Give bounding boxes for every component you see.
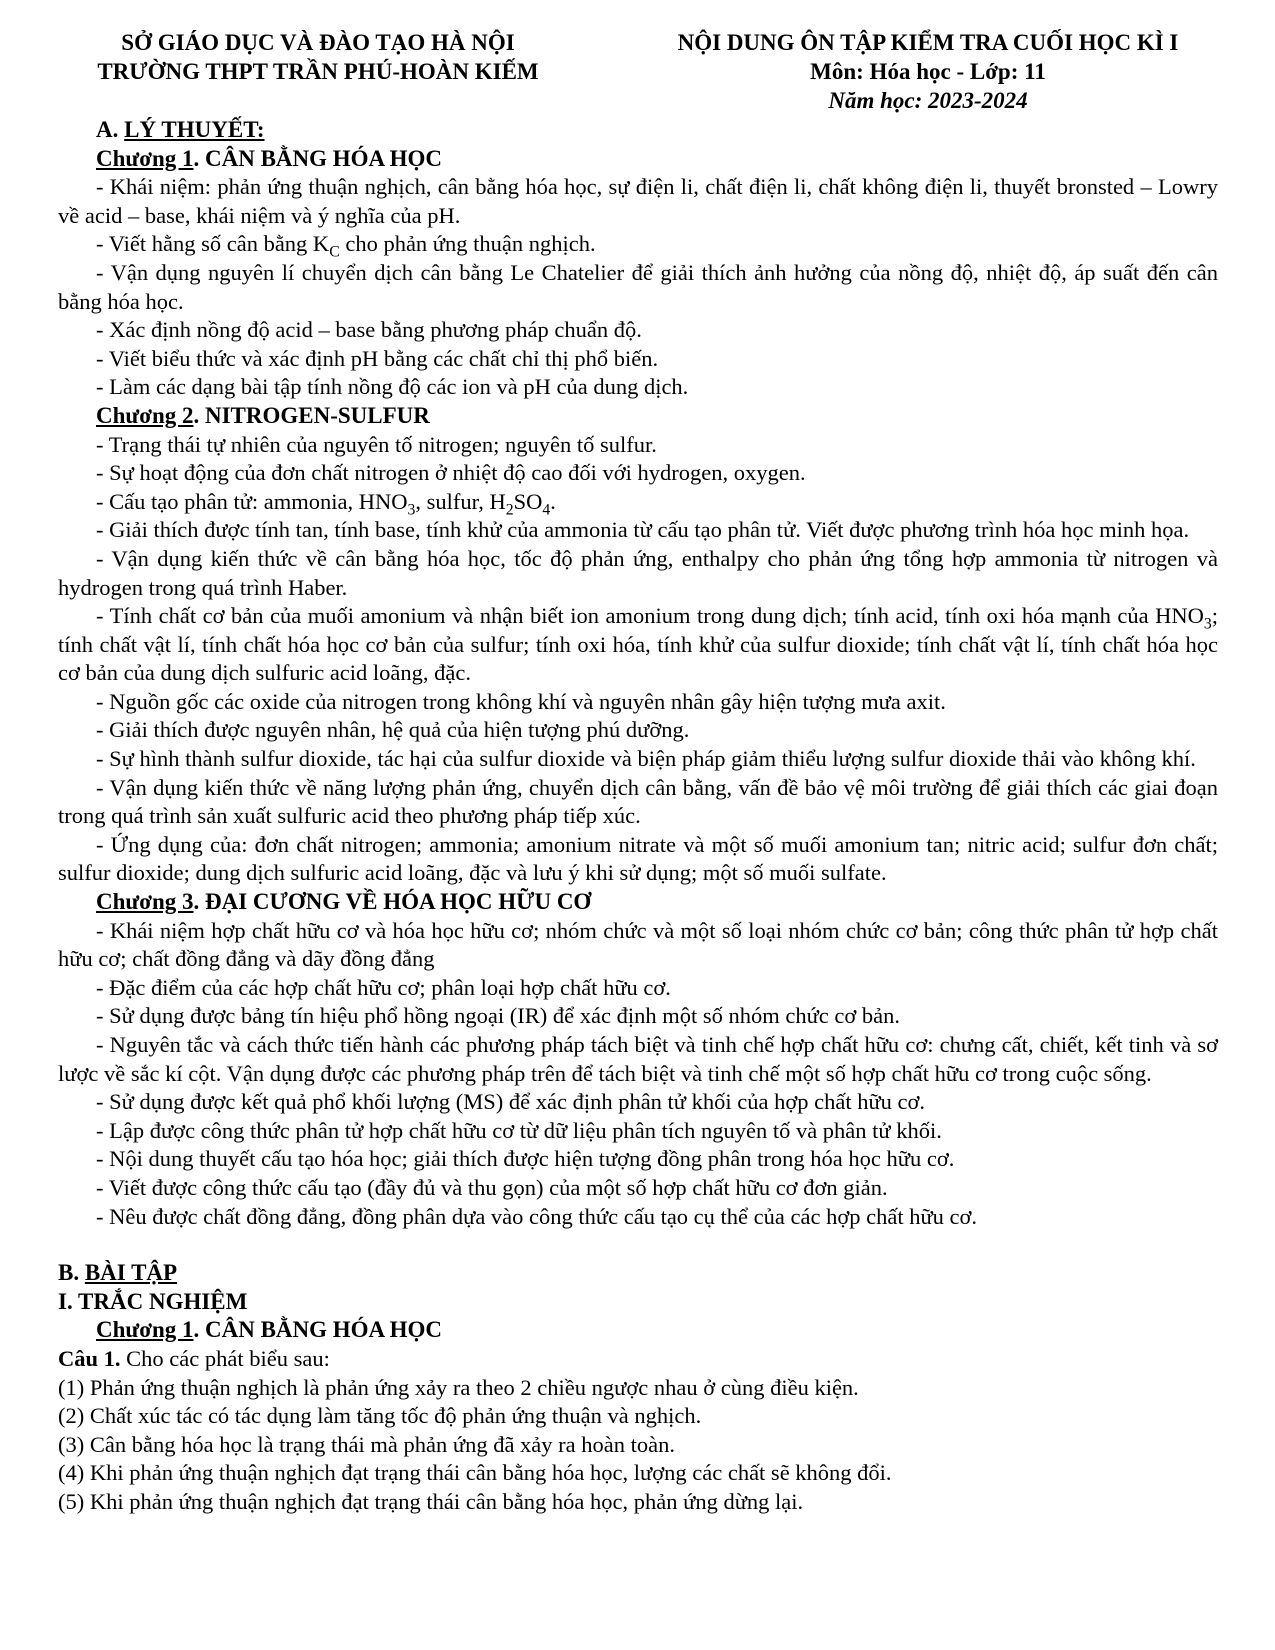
- structure-text: , sulfur, H: [415, 488, 506, 514]
- kc-subscript: C: [329, 243, 340, 261]
- list-item: - Vận dụng nguyên lí chuyển dịch cân bằng Le Chatelier để giải thích ảnh hưởng của nồng độ, nhiệt độ, áp suất đến cân bằng hóa học.: [58, 259, 1218, 314]
- list-item: [58, 488, 1218, 517]
- chapter-name: . ĐẠI CƯƠNG VỀ HÓA HỌC HỮU CƠ: [193, 889, 592, 915]
- chapter-label: Chương 2: [96, 402, 194, 428]
- list-item: - Xác định nồng độ acid – base bằng phương pháp chuẩn độ.: [96, 317, 642, 343]
- list-item: [58, 602, 1218, 688]
- section-b-title: BÀI TẬP: [84, 1260, 178, 1286]
- multiple-choice-heading: I. TRẮC NGHIỆM: [58, 1288, 248, 1314]
- statement: (4) Khi phản ứng thuận nghịch đạt trạng thái cân bằng hóa học, lượng các chất sẽ không đổi.: [58, 1460, 892, 1486]
- question-text: Cho các phát biểu sau:: [120, 1345, 330, 1371]
- spacer: [58, 1231, 1218, 1259]
- chapter-name: . NITROGEN-SULFUR: [193, 402, 430, 428]
- chapter-name: . CÂN BẰNG HÓA HỌC: [193, 145, 443, 171]
- list-item: - Khái niệm: phản ứng thuận nghịch, cân bằng hóa học, sự điện li, chất điện li, chất không điện li, thuyết bronsted – Lowry về acid – base, khái niệm và ý nghĩa của pH.: [58, 174, 1218, 228]
- chapter-label: Chương 1: [96, 1317, 194, 1343]
- school-year: Năm học: 2023-2024: [828, 88, 1028, 113]
- list-item: - Nguồn gốc các oxide của nitrogen trong không khí và nguyên nhân gây hiện tượng mưa axit.: [96, 688, 946, 714]
- list-item: - Sự hình thành sulfur dioxide, tác hại của sulfur dioxide và biện pháp giảm thiểu lượng sulfur dioxide thải vào không khí.: [96, 746, 1196, 772]
- section-b-prefix: B.: [58, 1260, 80, 1286]
- structure-text: SO: [513, 488, 543, 514]
- chapter-3-heading: [96, 888, 1218, 917]
- document-body: [58, 116, 1218, 1517]
- statement: (2) Chất xúc tác có tác dụng làm tăng tốc độ phản ứng thuận và nghịch.: [58, 1403, 702, 1429]
- list-item: - Sự hoạt động của đơn chất nitrogen ở nhiệt độ cao đối với hydrogen, oxygen.: [96, 460, 806, 486]
- list-item: - Nêu được chất đồng đẳng, đồng phân dựa vào công thức cấu tạo cụ thể của các hợp chất hữu cơ.: [96, 1203, 978, 1229]
- list-item: - Sử dụng được kết quả phổ khối lượng (MS) để xác định phân tử khối của hợp chất hữu cơ.: [96, 1089, 926, 1115]
- props-text: - Tính chất cơ bản của muối amonium và nhận biết ion amonium trong dung dịch; tính acid, tính oxi hóa mạnh của HNO: [96, 603, 1204, 629]
- chapter-2-heading: [96, 402, 1218, 431]
- kc-tail: cho phản ứng thuận nghịch.: [339, 231, 596, 257]
- list-item: - Nội dung thuyết cấu tạo hóa học; giải thích được hiện tượng đồng phân trong hóa học hữu cơ.: [96, 1146, 955, 1172]
- list-item: - Lập được công thức phân tử hợp chất hữu cơ từ dữ liệu phân tích nguyên tố và phân tử khối.: [96, 1117, 942, 1143]
- list-item: - Viết được công thức cấu tạo (đầy đủ và thu gọn) của một số hợp chất hữu cơ đơn giản.: [96, 1174, 888, 1200]
- list-item: - Giải thích được tính tan, tính base, tính khử của ammonia từ cấu tạo phân tử. Viết được phương trình hóa học minh họa.: [96, 517, 1190, 543]
- chapter-1-heading: [96, 145, 1218, 174]
- exam-title: NỘI DUNG ÔN TẬP KIỂM TRA CUỐI HỌC KÌ I: [677, 30, 1179, 55]
- question-1: [58, 1345, 1218, 1374]
- chapter-label: Chương 1: [96, 145, 194, 171]
- section-b-chapter-heading: [96, 1316, 1218, 1345]
- subscript: 4: [542, 501, 551, 519]
- props-text: ; tính chất vật lí, tính chất hóa học cơ bản của sulfur; tính oxi hóa, tính khử của sulfur dioxide; tính chất vật lí, tính chất hóa học cơ bản của dung dịch sulfuric acid loãng, đặc.: [58, 603, 1218, 686]
- section-b-heading: [58, 1259, 1218, 1288]
- subscript: 2: [505, 501, 514, 519]
- chapter-label: Chương 3: [96, 889, 194, 915]
- exam-info: [628, 28, 1228, 115]
- chapter-name: . CÂN BẰNG HÓA HỌC: [193, 1317, 443, 1343]
- subject-grade: Môn: Hóa học - Lớp: 11: [810, 59, 1046, 84]
- list-item: - Khái niệm hợp chất hữu cơ và hóa học hữu cơ; nhóm chức và một số loại nhóm chức cơ bản; công thức phân tử hợp chất hữu cơ; chất đồng đẳng và dãy đồng đẳng: [58, 917, 1218, 972]
- list-item: - Nguyên tắc và cách thức tiến hành các phương pháp tách biệt và tinh chế hợp chất hữu cơ: chưng cất, chiết, kết tinh và sơ lược về sắc kí cột. Vận dụng được các phương pháp trên để tách biệt và tinh chế một số hợp chất hữu cơ trong cuộc sống.: [58, 1032, 1218, 1086]
- statement: (5) Khi phản ứng thuận nghịch đạt trạng thái cân bằng hóa học, phản ứng dừng lại.: [58, 1488, 804, 1514]
- kc-text: - Viết hằng số cân bằng K: [96, 231, 330, 257]
- question-label: Câu 1.: [58, 1345, 121, 1371]
- structure-text: .: [550, 488, 556, 514]
- department-name: SỞ GIÁO DỤC VÀ ĐÀO TẠO HÀ NỘI: [121, 30, 515, 55]
- list-item: - Trạng thái tự nhiên của nguyên tố nitrogen; nguyên tố sulfur.: [96, 431, 657, 457]
- list-item: - Viết biểu thức và xác định pH bằng các chất chỉ thị phổ biến.: [96, 345, 659, 371]
- list-item: - Sử dụng được bảng tín hiệu phổ hồng ngoại (IR) để xác định một số nhóm chức cơ bản.: [96, 1003, 900, 1029]
- structure-text: - Cấu tạo phân tử: ammonia, HNO: [96, 488, 408, 514]
- list-item: - Vận dụng kiến thức về năng lượng phản ứng, chuyển dịch cân bằng, vấn đề bảo vệ môi trường để giải thích các giai đoạn trong quá trình sản xuất sulfuric acid theo phương pháp tiếp xúc.: [58, 774, 1218, 829]
- list-item: - Đặc điểm của các hợp chất hữu cơ; phân loại hợp chất hữu cơ.: [96, 974, 671, 1000]
- document-header: [58, 28, 1218, 115]
- document-page: [58, 28, 1218, 1517]
- list-item: - Làm các dạng bài tập tính nồng độ các ion và pH của dung dịch.: [96, 374, 689, 400]
- school-info: [58, 28, 578, 115]
- section-a-prefix: A.: [96, 117, 119, 142]
- list-item: - Vận dụng kiến thức về cân bằng hóa học, tốc độ phản ứng, enthalpy cho phản ứng tổng hợp ammonia từ nitrogen và hydrogen trong quá trình Haber.: [58, 545, 1218, 600]
- section-a-heading: [96, 116, 1218, 145]
- list-item: [58, 230, 1218, 259]
- section-a-title: LÝ THUYẾT:: [124, 117, 265, 142]
- school-name: TRƯỜNG THPT TRẦN PHÚ-HOÀN KIẾM: [97, 59, 539, 84]
- subscript: 3: [1203, 615, 1212, 633]
- statement: (1) Phản ứng thuận nghịch là phản ứng xảy ra theo 2 chiều ngược nhau ở cùng điều kiện.: [58, 1374, 859, 1400]
- list-item: - Giải thích được nguyên nhân, hệ quả của hiện tượng phú dưỡng.: [96, 717, 690, 743]
- statement: (3) Cân bằng hóa học là trạng thái mà phản ứng đã xảy ra hoàn toàn.: [58, 1431, 675, 1457]
- subscript: 3: [407, 501, 416, 519]
- list-item: - Ứng dụng của: đơn chất nitrogen; ammonia; amonium nitrate và một số muối amonium tan; nitric acid; sulfur đơn chất; sulfur dioxide; dung dịch sulfuric acid loãng, đặc và lưu ý khi sử dụng; một số muối sulfate.: [58, 831, 1218, 886]
